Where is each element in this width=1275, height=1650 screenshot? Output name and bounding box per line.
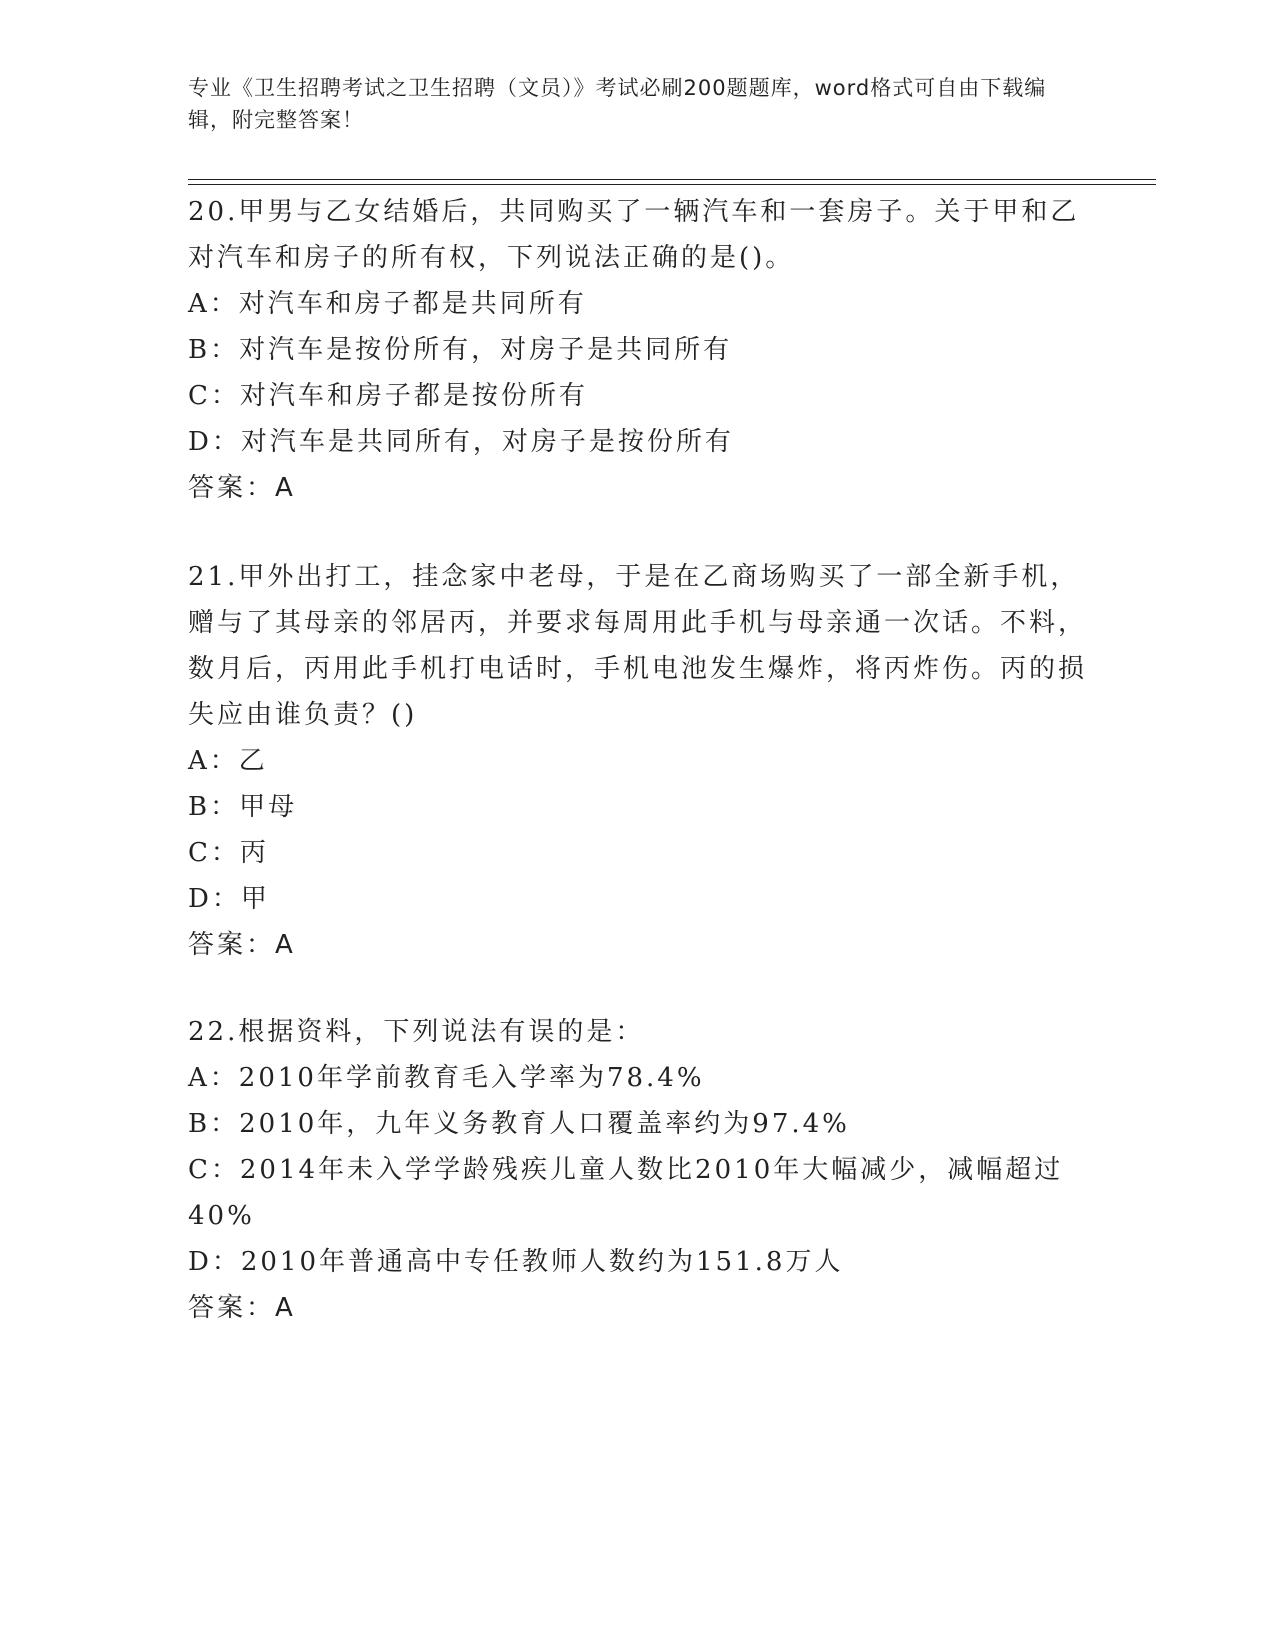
answer-label: 答案：	[188, 473, 276, 503]
option-d: D：对汽车是共同所有，对房子是按份所有	[188, 427, 734, 457]
answer-label: 答案：	[188, 930, 276, 960]
option-b: B：2010年，九年义务教育人口覆盖率约为97.4%	[188, 1109, 850, 1139]
option-d: D：甲	[188, 884, 270, 914]
answer-line	[188, 1285, 1088, 1331]
answer-label: 答案：	[188, 1293, 276, 1323]
option-a: A：乙	[188, 746, 268, 776]
option-d: D：2010年普通高中专任教师人数约为151.8万人	[188, 1247, 844, 1277]
header-divider-top	[188, 179, 1156, 180]
question-text: 21.甲外出打工，挂念家中老母，于是在乙商场购买了一部全新手机，赠与了其母亲的邻居丙，并要求每周用此手机与母亲通一次话。不料，数月后，丙用此手机打电话时，手机电池发生爆炸，将丙炸伤。丙的损失应由谁负责？()	[188, 562, 1088, 730]
header-divider-bottom	[188, 184, 1156, 185]
question-21	[188, 554, 1088, 968]
question-text: 22.根据资料，下列说法有误的是：	[188, 1017, 645, 1047]
question-22	[188, 1009, 1088, 1331]
option-c: C：丙	[188, 838, 269, 868]
question-20	[188, 189, 1088, 511]
question-text: 20.甲男与乙女结婚后，共同购买了一辆汽车和一套房子。关于甲和乙对汽车和房子的所有权，下列说法正确的是()。	[188, 197, 1080, 273]
option-b: B：甲母	[188, 792, 298, 822]
answer-value: A	[275, 930, 296, 960]
option-c: C：对汽车和房子都是按份所有	[188, 381, 588, 411]
answer-line	[188, 922, 1088, 968]
option-a: A：2010年学前教育毛入学率为78.4%	[188, 1063, 705, 1093]
option-a: A：对汽车和房子都是共同所有	[188, 289, 587, 319]
answer-line	[188, 465, 1088, 511]
answer-value: A	[275, 473, 296, 503]
document-header: 专业《卫生招聘考试之卫生招聘（文员）》考试必刷200题题库，word格式可自由下载编辑，附完整答案！	[188, 76, 1047, 132]
answer-value: A	[275, 1293, 296, 1323]
option-b: B：对汽车是按份所有，对房子是共同所有	[188, 335, 733, 365]
option-c: C：2014年未入学学龄残疾儿童人数比2010年大幅减少，减幅超过40%	[188, 1155, 1064, 1231]
